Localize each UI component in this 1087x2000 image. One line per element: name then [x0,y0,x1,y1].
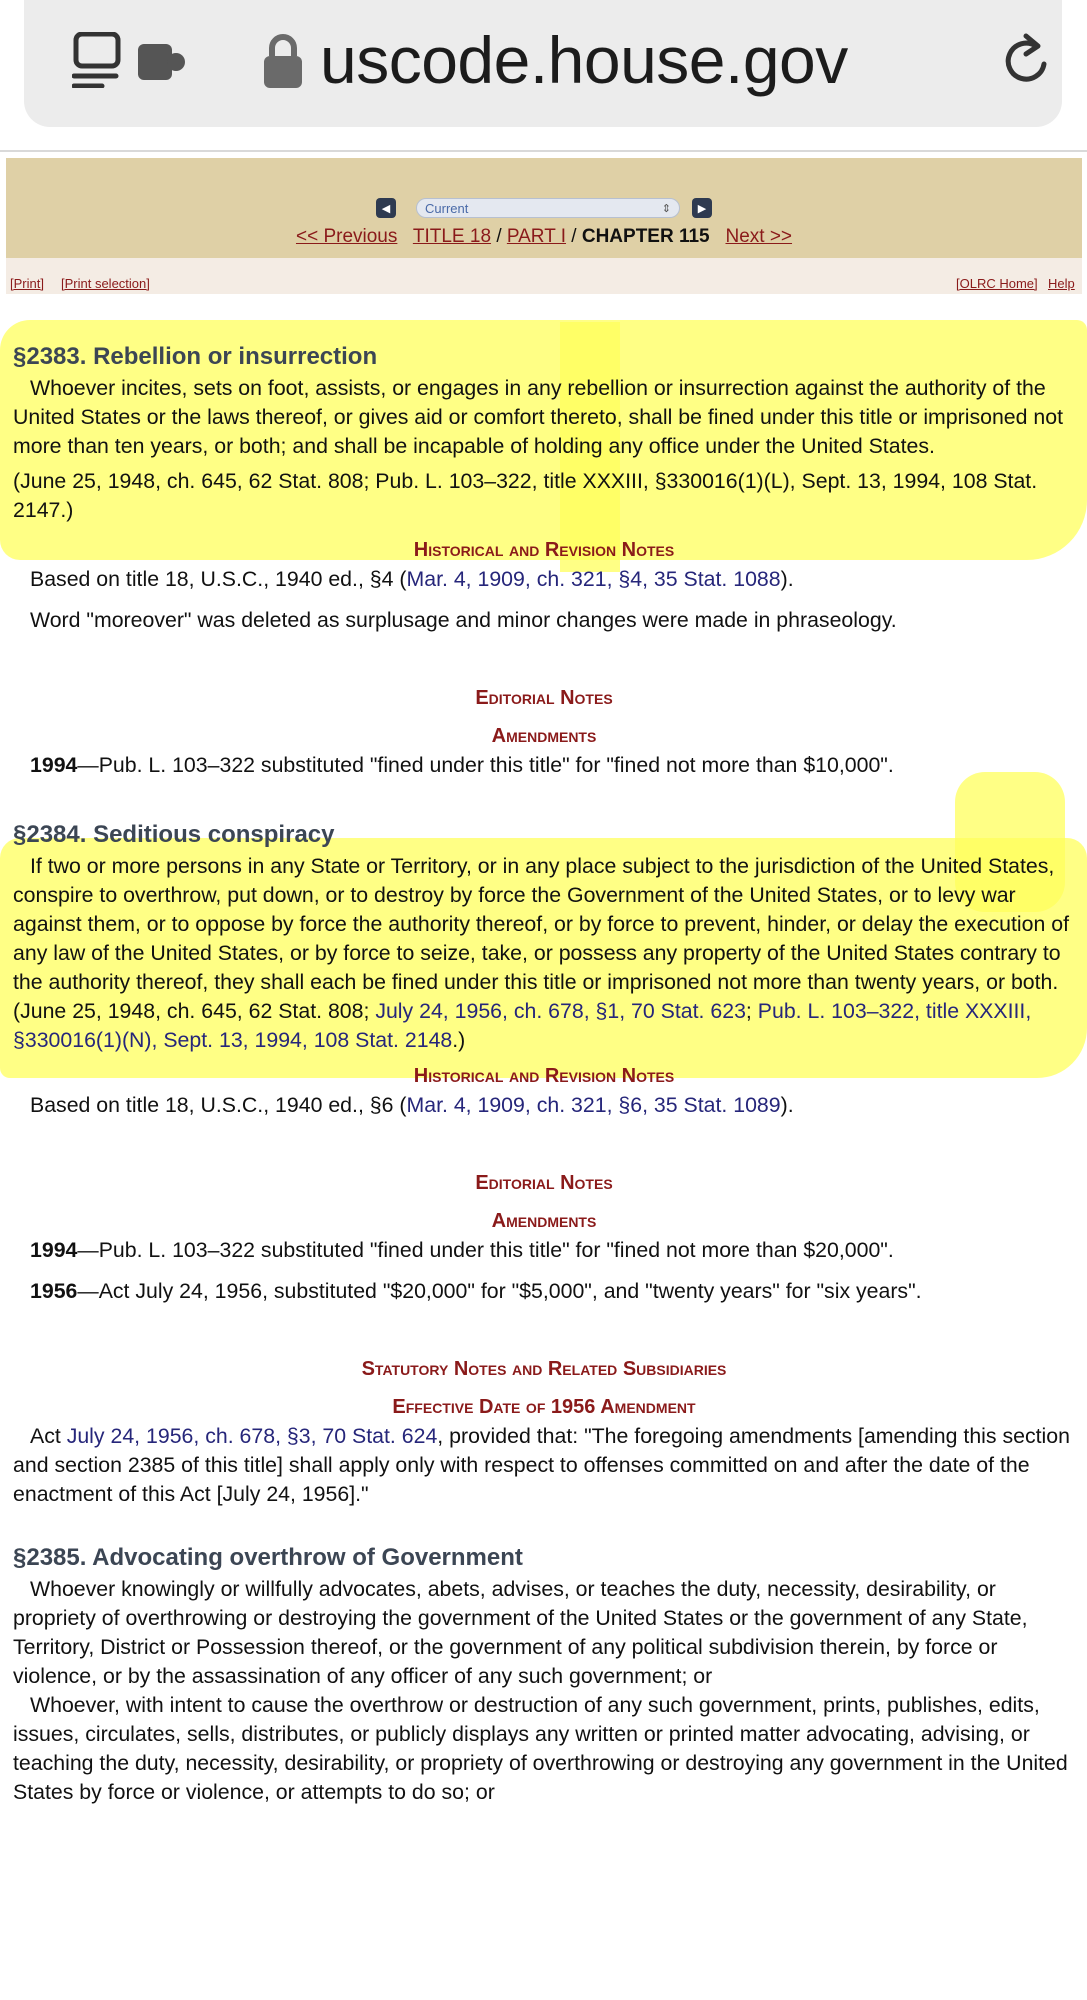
section-2385-title: §2385. Advocating overthrow of Government [13,1544,523,1571]
editorial-notes-heading: Editorial Notes [475,1172,613,1194]
amendments-heading: Amendments [491,1210,597,1232]
breadcrumb-title[interactable]: TITLE 18 [412,226,492,247]
next-link[interactable]: Next >> [725,226,793,247]
section-2384-text: If two or more persons in any State or Territory, or in any place subject to the jurisdiction of the United States, conspire to overthrow, put down, or to destroy by force the Government of the United States, or to levy war against them, or to oppose by force the authority thereof, or by force to prevent, hinder, or delay the execution of any law of the United States, or by force to seize, take, or possess any property of the United States contrary to the authority thereof, they shall each be fined under this title or imprisoned not more than twenty years, or both. [13,854,1070,994]
previous-version-button[interactable]: ◀ [376,198,396,218]
chevron-updown-icon: ⇕ [661,203,671,215]
reload-icon[interactable] [1000,30,1056,90]
help-link[interactable]: Help [1048,276,1075,291]
amendments-heading: Amendments [491,725,597,747]
section-2383-text: Whoever incites, sets on foot, assists, or engages in any rebellion or insurrection against the authority of the United States or the laws thereof, or gives aid or comfort thereto, shall be fined under this title or imprisoned not more than ten years, or both; and shall be incapable of holding any office under the United States. [13,376,1064,458]
historical-note-text: Based on title 18, U.S.C., 1940 ed., §6 (Mar. 4, 1909, ch. 321, §6, 35 Stat. 1089). [30,1093,794,1117]
breadcrumb-part[interactable]: PART I [506,226,567,247]
toolbar [6,258,1082,294]
document-body [13,340,1075,1807]
statute-link[interactable]: Pub. L. 103–322, title XXXIII, §330016(1)(N), Sept. 13, 1994, 108 Stat. 2148 [13,999,1032,1052]
url-text[interactable]: uscode.house.gov [320,23,848,97]
amendment-text: 1994—Pub. L. 103–322 substituted "fined under this title" for "fined not more than $10,000". [30,753,894,777]
next-version-button[interactable]: ▶ [692,198,712,218]
statute-link[interactable]: Mar. 4, 1909, ch. 321, §6, 35 Stat. 1089 [406,1093,781,1117]
historical-notes-heading: Historical and Revision Notes [413,539,675,561]
print-link[interactable]: [Print] [10,276,44,291]
extension-puzzle-icon[interactable] [136,40,188,84]
divider [0,150,1087,152]
section-2383-title: §2383. Rebellion or insurrection [13,343,378,370]
statute-link[interactable]: Mar. 4, 1909, ch. 321, §4, 35 Stat. 1088 [406,567,781,591]
navigation-bar [6,158,1082,258]
breadcrumb-sep: / [496,226,502,247]
reader-mode-icon[interactable] [72,32,124,88]
version-select-value: Current [425,201,469,216]
lock-icon [262,32,304,90]
breadcrumb [6,226,1082,248]
section-2385-text: Whoever, with intent to cause the overthrow or destruction of any such government, prints, publishes, edits, issues, circulates, sells, distributes, or publicly displays any written or printed matter advocating, advising, or teaching the duty, necessity, desirability, or propriety of overthrowing or destroying any government in the United States by force or violence, or attempts to do so; or [13,1693,1068,1804]
section-2385-text: Whoever knowingly or willfully advocates, abets, advises, or teaches the duty, necessity, desirability, or propriety of overthrowing or destroying the government of the United States or the government of any State, Territory, District or Possession thereof, or the government of any political subdivision therein, by force or violence, or by the assassination of any officer of any such government; or [13,1577,1028,1688]
historical-note-text: Word "moreover" was deleted as surplusage and minor changes were made in phraseology. [30,608,897,632]
historical-notes-heading: Historical and Revision Notes [413,1065,675,1087]
breadcrumb-sep: / [571,226,577,247]
breadcrumb-chapter: CHAPTER 115 [581,226,710,247]
amendment-text: 1994—Pub. L. 103–322 substituted "fined under this title" for "fined not more than $20,000". [30,1238,894,1262]
version-select[interactable] [416,198,680,218]
editorial-notes-heading: Editorial Notes [475,687,613,709]
amendment-text: 1956—Act July 24, 1956, substituted "$20,000" for "$5,000", and "twenty years" for "six years". [30,1279,922,1303]
historical-note-text: Based on title 18, U.S.C., 1940 ed., §4 (Mar. 4, 1909, ch. 321, §4, 35 Stat. 1088). [30,567,794,591]
section-2384-title: §2384. Seditious conspiracy [13,821,335,848]
olrc-home-link[interactable]: [OLRC Home] [956,276,1038,291]
statute-link[interactable]: July 24, 1956, ch. 678, §3, 70 Stat. 624 [66,1424,438,1448]
effective-date-text: Act July 24, 1956, ch. 678, §3, 70 Stat. 624, provided that: "The foregoing amendments [amending this section and section 2385 of this title] shall apply only with respect to offenses committed on and after the date of the enactment of this Act [July 24, 1956]." [13,1424,1070,1506]
statutory-notes-heading: Statutory Notes and Related Subsidiaries [361,1358,727,1380]
previous-link[interactable]: << Previous [295,226,398,247]
statute-link[interactable]: July 24, 1956, ch. 678, §1, 70 Stat. 623 [375,999,746,1023]
section-2383-citation: (June 25, 1948, ch. 645, 62 Stat. 808; Pub. L. 103–322, title XXXIII, §330016(1)(L), Sept. 13, 1994, 108 Stat. 2147.) [13,469,1038,522]
effective-date-heading: Effective Date of 1956 Amendment [392,1396,696,1418]
browser-url-bar[interactable] [24,0,1062,127]
print-selection-link[interactable]: [Print selection] [61,276,150,291]
section-2384-citation: (June 25, 1948, ch. 645, 62 Stat. 808; July 24, 1956, ch. 678, §1, 70 Stat. 623; Pub. L. 103–322, title XXXIII, §330016(1)(N), Sept. 13, 1994, 108 Stat. 2148.) [13,999,1032,1052]
